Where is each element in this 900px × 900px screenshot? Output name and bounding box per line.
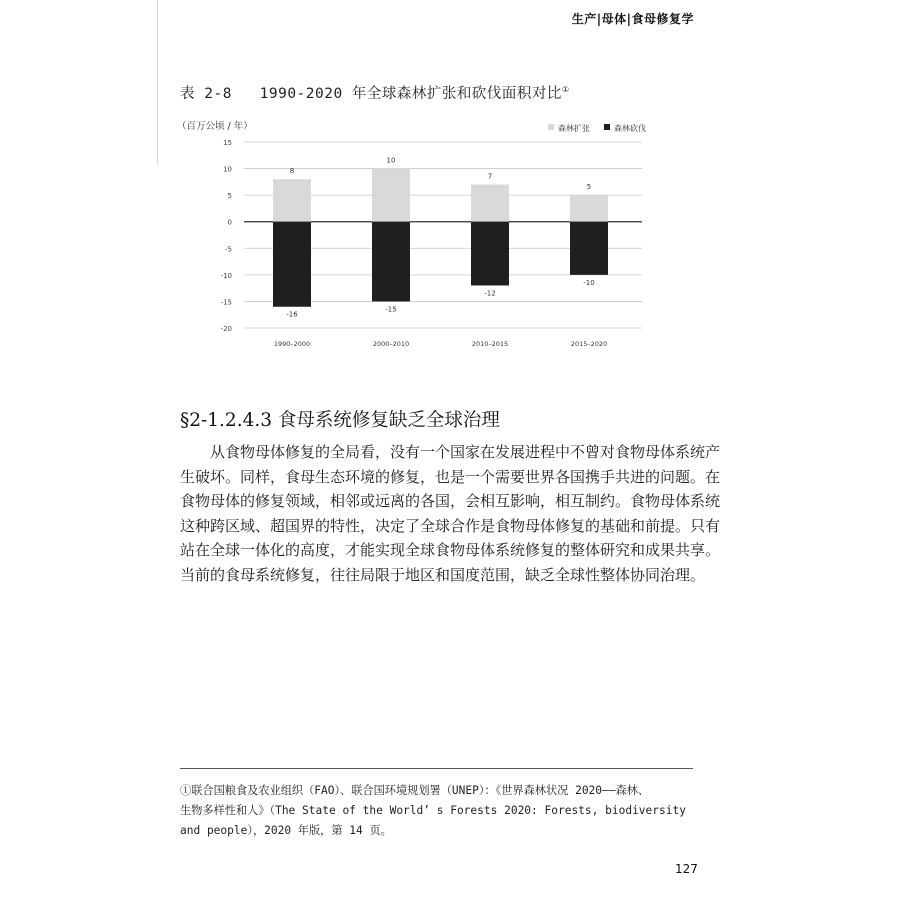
table-caption-label: 表 2-8 <box>180 86 232 102</box>
deforestation-bar <box>273 222 311 307</box>
bar-value-label: 5 <box>586 183 592 192</box>
y-tick-label: 15 <box>223 139 232 147</box>
table-caption <box>180 82 570 103</box>
deforestation-bar <box>570 222 608 275</box>
chart-legend <box>548 123 646 133</box>
legend-swatch-expansion <box>548 124 554 130</box>
chart-bars <box>273 169 608 307</box>
bar-value-label: 10 <box>386 156 396 165</box>
body-line: 食物母体的修复领域，相邻或远离的各国，会相互影响，相互制约。食物母体系统 <box>180 492 721 511</box>
bar-value-label: -16 <box>286 310 298 319</box>
y-tick-label: -15 <box>220 298 232 307</box>
expansion-bar <box>372 169 410 222</box>
x-tick-label: 2015–2020 <box>570 340 608 348</box>
y-tick-label: -10 <box>220 271 232 280</box>
bar-value-label: -15 <box>385 305 397 314</box>
deforestation-bar <box>372 222 410 302</box>
running-header: 生产|母体|食母修复学 <box>571 12 694 26</box>
legend-swatch-deforestation <box>604 124 610 130</box>
footnote-line: 生物多样性和人》（The State of the World’ s Forests 2020: Forests, biodiversity <box>180 804 686 817</box>
y-tick-label: -20 <box>220 325 232 333</box>
body-line: 站在全球一体化的高度，才能实现全球食物母体系统修复的整体研究和成果共享。 <box>180 541 721 560</box>
body-line: 生破坏。同样，食母生态环境的修复，也是一个需要世界各国携手共进的问题。在 <box>180 467 721 486</box>
body-line: 这种跨区域、超国界的特性，决定了全球合作是食物母体修复的基础和前提。只有 <box>180 516 721 535</box>
footnote <box>180 781 686 841</box>
body-paragraph <box>180 440 721 588</box>
page-number: 127 <box>675 862 698 876</box>
expansion-bar <box>273 179 311 222</box>
table-caption-title: 1990-2020 年全球森林扩张和砍伐面积对比 <box>259 86 562 102</box>
page-edge-line <box>157 0 158 165</box>
y-tick-label: 0 <box>227 218 232 227</box>
chart-data-labels <box>286 157 594 319</box>
legend-label-expansion: 森林扩张 <box>558 124 590 133</box>
bar-value-label: 8 <box>289 167 295 176</box>
expansion-bar <box>570 195 608 222</box>
expansion-bar <box>471 185 509 222</box>
chart-x-tick-labels <box>274 340 607 348</box>
footnote-line: ①联合国粮食及农业组织（FAO）、联合国环境规划署（UNEP）：《世界森林状况 2020——森林、 <box>180 784 650 797</box>
deforestation-bar <box>471 222 509 286</box>
x-tick-label: 1990–2000 <box>273 340 311 348</box>
legend-label-deforestation: 森林砍伐 <box>614 124 646 133</box>
x-tick-label: 2010–2015 <box>471 340 509 348</box>
bar-value-label: -12 <box>484 289 496 298</box>
body-line: 从食物母体修复的全局看，没有一个国家在发展进程中不曾对食物母体系统产 <box>210 443 721 461</box>
chart-unit-label: （百万公顷 / 年） <box>177 121 253 132</box>
footnote-line: and people），2020 年版，第 14 页。 <box>180 824 392 837</box>
chart-grid <box>221 139 642 333</box>
x-tick-label: 2000–2010 <box>372 340 410 348</box>
y-tick-label: 5 <box>227 192 232 201</box>
bar-value-label: -10 <box>583 278 595 287</box>
bar-value-label: 7 <box>487 172 493 181</box>
body-line: 当前的食母系统修复，往往局限于地区和国度范围，缺乏全球性整体协同治理。 <box>180 565 706 584</box>
y-tick-label: 10 <box>223 165 232 174</box>
section-title: §2-1.2.4.3 食母系统修复缺乏全球治理 <box>180 410 500 431</box>
y-tick-label: -5 <box>225 245 232 254</box>
table-caption-footnote-mark: ① <box>561 85 570 95</box>
footnote-divider <box>180 768 693 769</box>
